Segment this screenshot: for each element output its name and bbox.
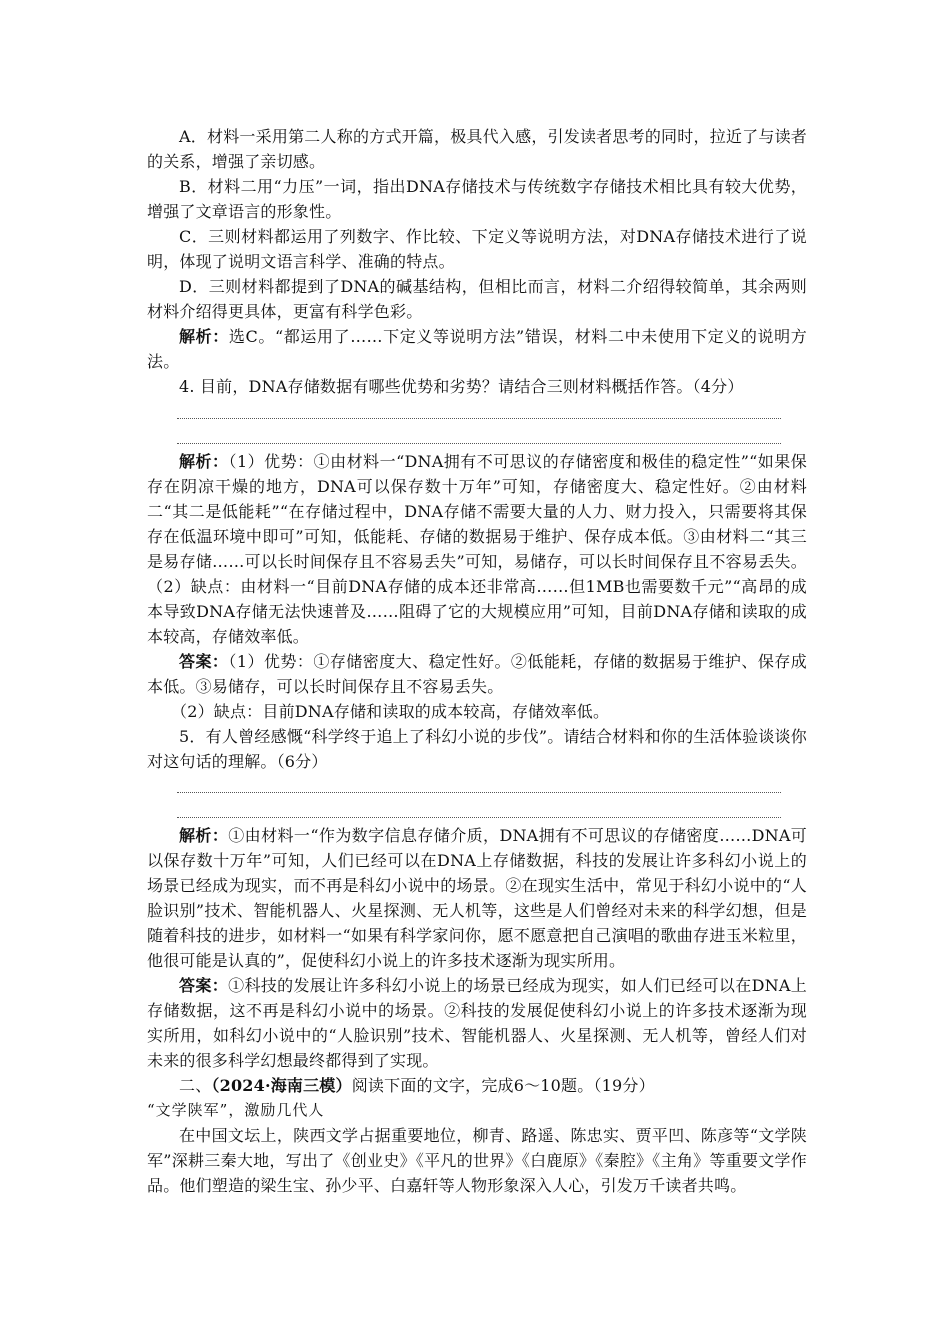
q5-solution	[147, 823, 807, 1198]
analysis-label: 解析：	[179, 452, 229, 471]
option-d: D．三则材料都提到了DNA的碱基结构，但相比而言，材料二介绍得较简单，其余两则材料介绍得更具体，更富有科学色彩。	[147, 277, 807, 321]
q3-analysis	[147, 324, 807, 374]
article-title: “文学陕军”，激励几代人	[147, 1101, 325, 1119]
q5-question: 5．有人曾经感慨“科学终于追上了科幻小说的步伐”。请结合材料和你的生活体验谈谈你对这句话的理解。（6分）	[147, 727, 807, 771]
analysis-label: 解析：	[179, 327, 229, 346]
answer-line	[177, 443, 781, 444]
answer-label: 答案：	[179, 976, 229, 995]
section-heading	[147, 1073, 807, 1098]
answer-line	[177, 792, 781, 793]
answer-text: （1）优势：①存储密度大、稳定性好。②低能耗，存储的数据易于维护、保存成本低。③易储存，可以长时间保存且不容易丢失。	[147, 652, 807, 696]
option-b: B．材料二用“力压”一词，指出DNA存储技术与传统数字存储技术相比具有较大优势，增强了文章语言的形象性。	[147, 177, 807, 221]
analysis-text: （1）优势：①由材料一“DNA拥有不可思议的存储密度和极佳的稳定性”“如果保存在阴凉干燥的地方，DNA可以保存数十万年”可知，存储密度大、稳定性好。②由材料二“其二是低能耗”“在存储过程中，DNA存储不需要大量的人力、财力投入，只需要将其保存在低温环境中即可”可知，低能耗、存储的数据易于维护、保存成本低。③由材料二“其三是易存储……可以长时间保存且不容易丢失”可知，易储存，可以长时间保存且不容易丢失。（2）缺点：由材料一“目前DNA存储的成本还非常高……但1MB也需要数千元”“高昂的成本导致DNA存储无法快速普及……阻碍了它的大规模应用”可知，目前DNA存储和读取的成本较高，存储效率低。	[147, 452, 807, 646]
q5-analysis	[147, 823, 807, 973]
answer-line	[177, 418, 781, 419]
section-instruction: 阅读下面的文字，完成6～10题。（19分）	[351, 1076, 655, 1095]
analysis-label: 解析：	[179, 826, 229, 845]
section-source: （2024·海南三模）	[211, 1076, 352, 1095]
article-paragraph: 在中国文坛上，陕西文学占据重要地位，柳青、路遥、陈忠实、贾平凹、陈彦等“文学陕军”深耕三秦大地，写出了《创业史》《平凡的世界》《白鹿原》《秦腔》《主角》等重要文学作品。他们塑造的梁生宝、孙少平、白嘉轩等人物形象深入人心，引发万千读者共鸣。	[147, 1126, 807, 1195]
answer-label: 答案：	[179, 652, 229, 671]
section-number: 二、	[179, 1076, 212, 1095]
analysis-text: ①由材料一“作为数字信息存储介质，DNA拥有不可思议的存储密度……DNA可以保存数十万年”可知，人们已经可以在DNA上存储数据，科技的发展让许多科幻小说上的场景已经成为现实，而不再是科幻小说中的场景。②在现实生活中，常见于科幻小说中的“人脸识别”技术、智能机器人、火星探测、无人机等，这些是人们曾经对未来的科学幻想，但是随着科技的进步，如材料一“如果有科学家问你，愿不愿意把自己演唱的歌曲存进玉米粒里，他很可能是认真的”，促使科幻小说上的许多技术逐渐为现实所用。	[147, 826, 807, 970]
option-c: C．三则材料都运用了列数字、作比较、下定义等说明方法，对DNA存储技术进行了说明，体现了说明文语言科学、准确的特点。	[147, 227, 807, 271]
answer-text: ①科技的发展让许多科幻小说上的场景已经成为现实，如人们已经可以在DNA上存储数据，这不再是科幻小说中的场景。②科技的发展促使科幻小说上的许多技术逐渐为现实所用，如科幻小说中的“人脸识别”技术、智能机器人、火星探测、无人机等，曾经人们对未来的很多科学幻想最终都得到了实现。	[147, 976, 807, 1070]
answer-line	[177, 817, 781, 818]
q4-solution	[147, 449, 807, 774]
q3-options	[147, 124, 807, 399]
q4-answer-2: （2）缺点：目前DNA存储和读取的成本较高，存储效率低。	[171, 702, 610, 721]
q4-question: 4. 目前，DNA存储数据有哪些优势和劣势？请结合三则材料概括作答。（4分）	[179, 377, 744, 396]
analysis-text: 选C。“都运用了……下定义等说明方法”错误，材料二中未使用下定义的说明方法。	[147, 327, 807, 371]
q4-answer	[147, 649, 807, 699]
q4-analysis	[147, 449, 807, 649]
option-a: A．材料一采用第二人称的方式开篇，极具代入感，引发读者思考的同时，拉近了与读者的关系，增强了亲切感。	[147, 127, 807, 171]
q5-answer	[147, 973, 807, 1073]
